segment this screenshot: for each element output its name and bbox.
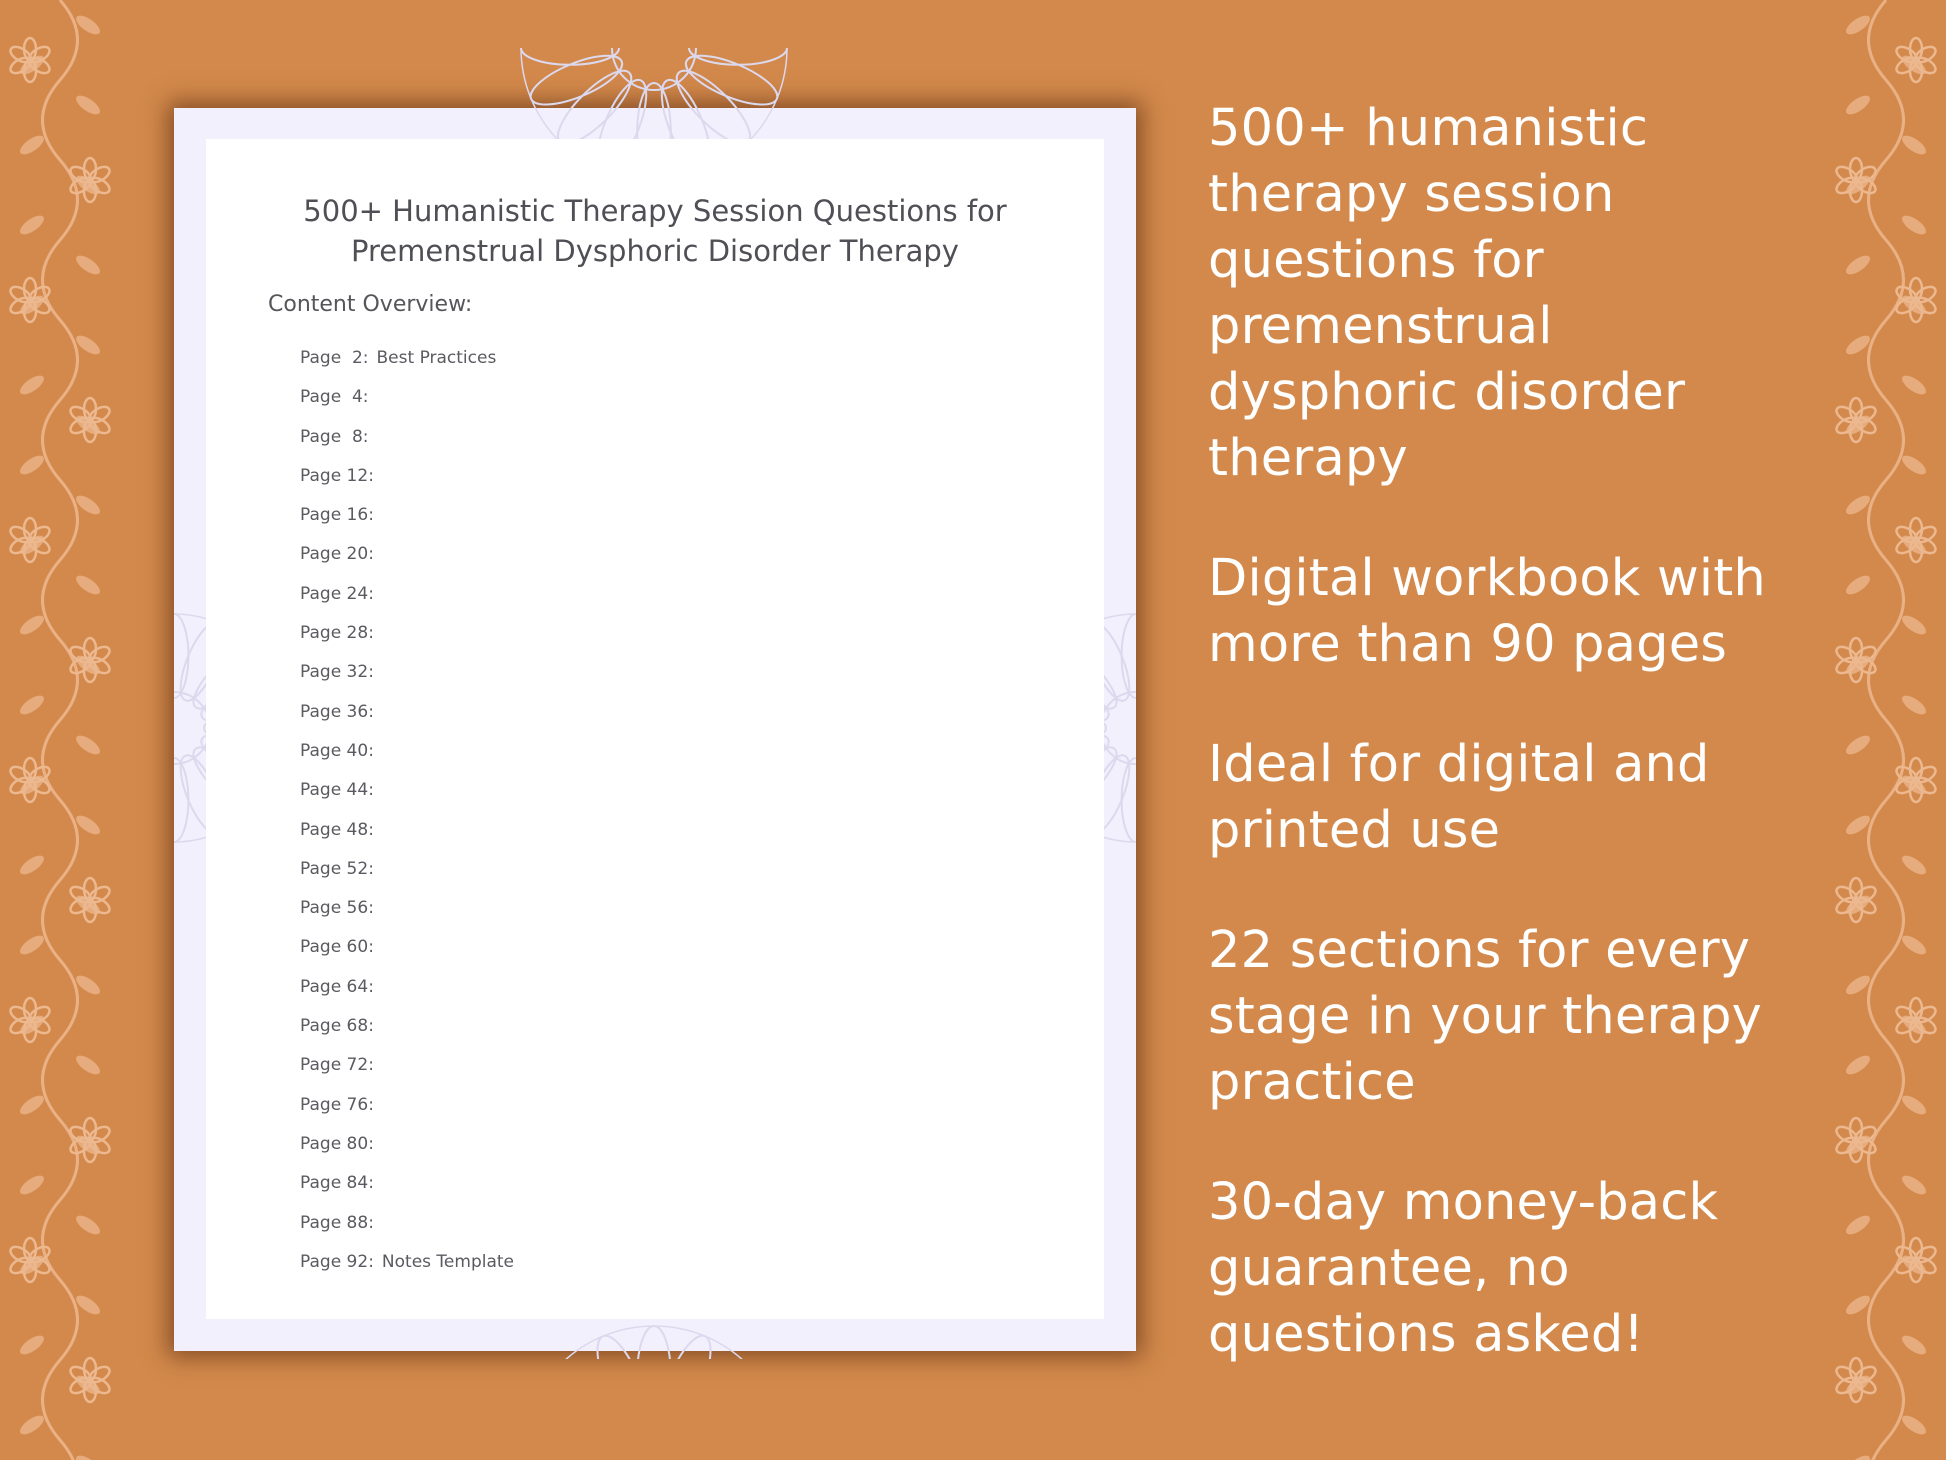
- feature-line: questions for: [1208, 231, 1544, 290]
- feature-line: premenstrual: [1208, 297, 1553, 356]
- toc-entry: [300, 1243, 514, 1282]
- toc-page-number: Page 2:: [300, 348, 369, 368]
- feature-line: guarantee, no: [1208, 1239, 1570, 1298]
- toc-page-number: Page 44:: [300, 780, 374, 801]
- toc-entry: [300, 928, 514, 967]
- toc-page-number: Page 52:: [300, 858, 374, 879]
- document-title-line-1: 500+ Humanistic Therapy Session Questions for: [303, 194, 1007, 228]
- toc-entry: [300, 1007, 514, 1046]
- feature-item: [1208, 918, 1908, 1116]
- feature-line: stage in your therapy: [1208, 987, 1763, 1046]
- feature-line: 30-day money-back: [1208, 1173, 1719, 1232]
- toc-page-number: Page 12:: [300, 465, 374, 486]
- document-page: [206, 139, 1104, 1319]
- toc-entry: [300, 850, 514, 889]
- toc-entry: [300, 968, 514, 1007]
- toc-entry: [300, 378, 514, 417]
- toc-page-number: Page 8:: [300, 426, 369, 447]
- document-title-line-2: Premenstrual Dysphoric Disorder Therapy: [351, 234, 959, 268]
- toc-page-number: Page 32:: [300, 662, 374, 683]
- toc-page-number: Page 28:: [300, 623, 374, 644]
- toc-entry: [300, 1164, 514, 1203]
- floral-vine-left: [0, 0, 130, 1460]
- toc-entry: [300, 693, 514, 732]
- feature-line: more than 90 pages: [1208, 615, 1728, 674]
- toc-topic: Best Practices: [376, 348, 497, 368]
- toc-entry: [300, 1046, 514, 1085]
- toc-entry: [300, 496, 514, 535]
- toc-entry: [300, 339, 514, 378]
- toc-entry: [300, 575, 514, 614]
- mandala-ornament-bottom: [504, 1319, 804, 1359]
- toc-page-number: Page 80:: [300, 1133, 374, 1154]
- toc-page-number: Page 20:: [300, 544, 374, 565]
- feature-line: practice: [1208, 1053, 1416, 1112]
- feature-item: [1208, 1170, 1908, 1368]
- toc-page-number: Page 76:: [300, 1094, 374, 1115]
- table-of-contents: [300, 339, 514, 1282]
- toc-entry: [300, 1125, 514, 1164]
- toc-page-number: Page 92:: [300, 1251, 374, 1272]
- feature-line: questions asked!: [1208, 1305, 1645, 1364]
- toc-page-number: Page 88:: [300, 1212, 374, 1233]
- toc-entry: [300, 1086, 514, 1125]
- toc-page-number: Page 84:: [300, 1173, 374, 1194]
- toc-page-number: Page 72:: [300, 1055, 374, 1076]
- toc-page-number: Page 36:: [300, 701, 374, 722]
- content-overview-label: Content Overview:: [268, 292, 473, 317]
- feature-item: [1208, 546, 1908, 678]
- feature-item: [1208, 96, 1908, 492]
- toc-page-number: Page 56:: [300, 898, 374, 919]
- document-title: [206, 191, 1104, 271]
- toc-entry: [300, 457, 514, 496]
- feature-line: Ideal for digital and: [1208, 735, 1710, 794]
- feature-line: 500+ humanistic: [1208, 99, 1649, 158]
- mandala-ornament-left: [174, 608, 206, 848]
- mandala-ornament-top: [504, 48, 804, 140]
- feature-item: [1208, 732, 1908, 864]
- mandala-ornament-right: [1104, 608, 1136, 848]
- toc-entry: [300, 535, 514, 574]
- toc-entry: [300, 653, 514, 692]
- toc-entry: [300, 732, 514, 771]
- toc-entry: [300, 418, 514, 457]
- toc-page-number: Page 4:: [300, 387, 369, 408]
- toc-topic: Notes Template: [381, 1251, 514, 1272]
- toc-page-number: Page 40:: [300, 740, 374, 761]
- feature-line: printed use: [1208, 801, 1501, 860]
- toc-entry: [300, 771, 514, 810]
- toc-page-number: Page 48:: [300, 819, 374, 840]
- toc-entry: [300, 614, 514, 653]
- toc-entry: [300, 889, 514, 928]
- toc-page-number: Page 24:: [300, 583, 374, 604]
- toc-entry: [300, 1204, 514, 1243]
- toc-page-number: Page 16:: [300, 505, 374, 526]
- feature-line: dysphoric disorder: [1208, 363, 1686, 422]
- feature-line: therapy session: [1208, 165, 1615, 224]
- toc-entry: [300, 811, 514, 850]
- document-preview: [174, 108, 1136, 1351]
- toc-page-number: Page 60:: [300, 937, 374, 958]
- feature-list: [1208, 96, 1908, 1422]
- feature-line: 22 sections for every: [1208, 921, 1751, 980]
- toc-page-number: Page 64:: [300, 976, 374, 997]
- feature-line: Digital workbook with: [1208, 549, 1766, 608]
- feature-line: therapy: [1208, 429, 1408, 488]
- toc-page-number: Page 68:: [300, 1016, 374, 1037]
